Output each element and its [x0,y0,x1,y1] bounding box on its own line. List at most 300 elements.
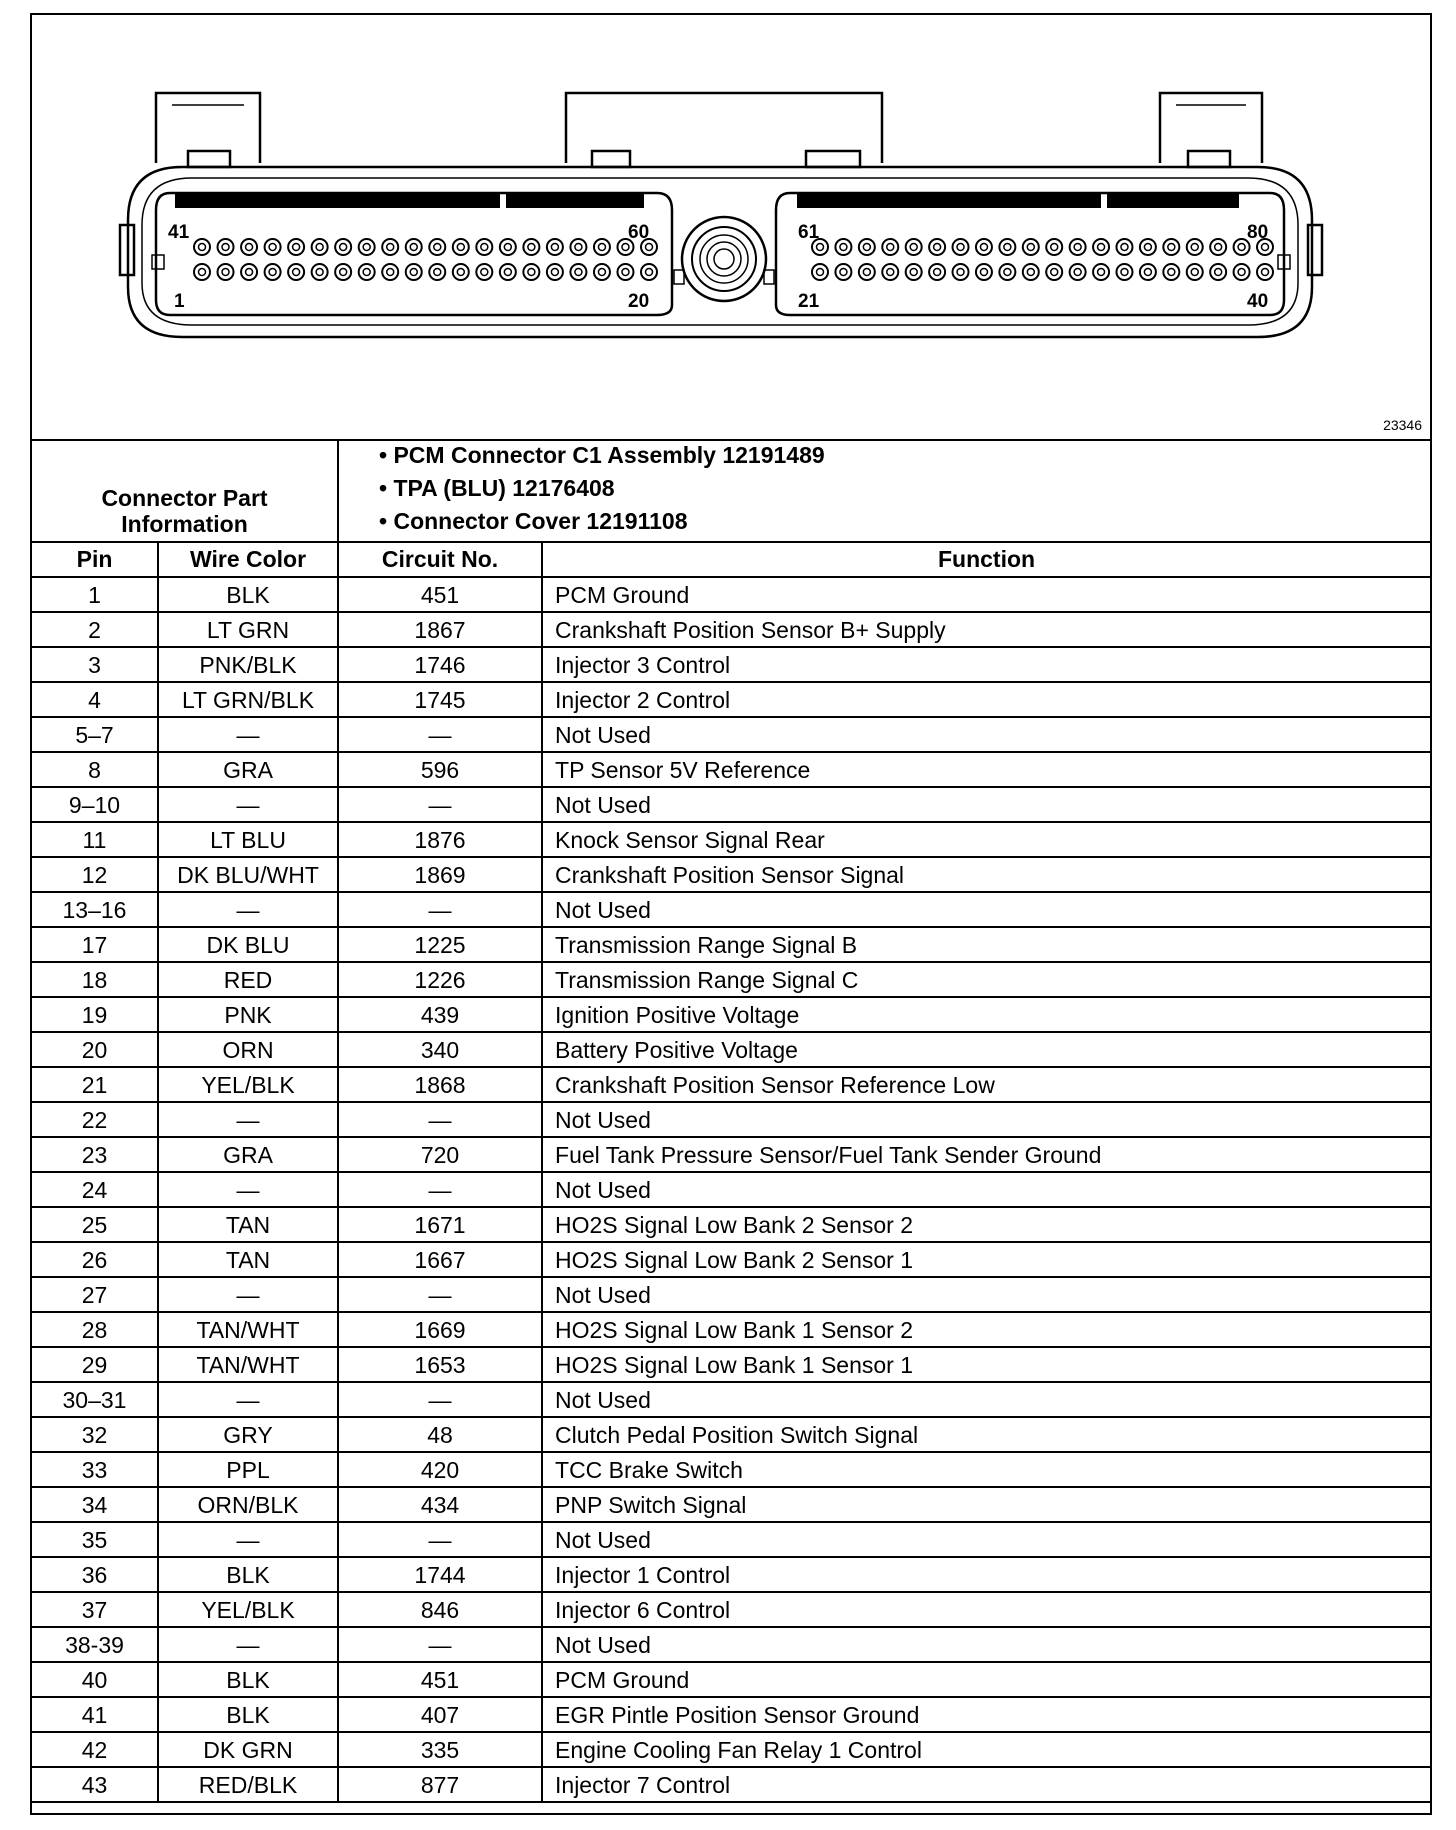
function-cell: PNP Switch Signal [542,1487,1430,1522]
pin-hole [359,264,375,280]
pin-hole-inner [817,244,824,251]
pin-hole-inner [410,244,417,251]
table-row [32,1417,1430,1452]
column-header-function: Function [542,542,1430,577]
pin-hole [1046,264,1062,280]
pin-hole [312,264,328,280]
wire-color-cell: — [158,1627,338,1662]
pin-hole-inner [363,269,370,276]
pin-hole [265,264,281,280]
table-row [32,1137,1430,1172]
circuit-cell: — [338,892,542,927]
connector-face-drawing [32,15,1430,439]
pin-hole [1023,239,1039,255]
circuit-cell: 596 [338,752,542,787]
pin-hole-inner [1098,244,1105,251]
function-cell: Crankshaft Position Sensor B+ Supply [542,612,1430,647]
pin-cell: 36 [32,1557,158,1592]
circuit-cell: — [338,1382,542,1417]
pin-hole [476,239,492,255]
wire-color-cell: RED/BLK [158,1767,338,1802]
pin-hole-inner [863,244,870,251]
function-cell: Not Used [542,892,1430,927]
table-row [32,682,1430,717]
pin-hole-inner [222,269,229,276]
function-cell: EGR Pintle Position Sensor Ground [542,1697,1430,1732]
pin-cell: 27 [32,1277,158,1312]
function-cell: Fuel Tank Pressure Sensor/Fuel Tank Sender Ground [542,1137,1430,1172]
wire-color-cell: GRY [158,1417,338,1452]
pin-hole [241,239,257,255]
table-row [32,787,1430,822]
pin-hole-inner [957,269,964,276]
wire-color-cell: ORN/BLK [158,1487,338,1522]
document-sheet [30,13,1432,1815]
circuit-cell: 1667 [338,1242,542,1277]
pin-hole-inner [1215,244,1222,251]
part-item: • PCM Connector C1 Assembly 12191489 [379,442,825,468]
pin-hole-inner [1074,269,1081,276]
table-row [32,927,1430,962]
pin-hole-inner [363,244,370,251]
pin-hole-inner [528,269,535,276]
pin-hole-inner [575,269,582,276]
table-row [32,647,1430,682]
circuit-cell: 439 [338,997,542,1032]
pin-hole-inner [410,269,417,276]
function-cell: HO2S Signal Low Bank 1 Sensor 1 [542,1347,1430,1382]
pin-hole [594,264,610,280]
pin-hole-inner [1121,244,1128,251]
circuit-cell: 48 [338,1417,542,1452]
pin-cell: 23 [32,1137,158,1172]
pin-cell: 4 [32,682,158,717]
table-row [32,1032,1430,1067]
function-cell: Not Used [542,1172,1430,1207]
wire-color-cell: — [158,1102,338,1137]
pin-hole-inner [1238,269,1245,276]
function-cell: Ignition Positive Voltage [542,997,1430,1032]
table-row [32,962,1430,997]
pin-cell: 33 [32,1452,158,1487]
pin-hole-inner [504,244,511,251]
pin-hole [265,239,281,255]
circuit-cell: — [338,1627,542,1662]
table-row [32,577,1430,612]
pin-hole-inner [575,244,582,251]
pin-label-61: 61 [798,222,820,243]
connector-diagram [32,15,1430,441]
pin-cell: 40 [32,1662,158,1697]
table-row [32,1732,1430,1767]
function-cell: Injector 6 Control [542,1592,1430,1627]
pin-hole-inner [1144,244,1151,251]
table-row [32,1522,1430,1557]
function-cell: Not Used [542,1382,1430,1417]
pin-cell: 42 [32,1732,158,1767]
wire-color-cell: — [158,892,338,927]
pin-hole-inner [622,244,629,251]
pin-cell: 29 [32,1347,158,1382]
circuit-cell: — [338,1522,542,1557]
pin-hole-inner [269,244,276,251]
wire-color-cell: TAN [158,1207,338,1242]
pin-cell: 25 [32,1207,158,1242]
circuit-cell: 420 [338,1452,542,1487]
table-row [32,857,1430,892]
pin-hole-inner [1051,244,1058,251]
pin-hole [999,239,1015,255]
pin-hole-inner [934,269,941,276]
pin-hole-inner [1004,244,1011,251]
connector-info-title-line2: Information [121,511,248,537]
function-cell: Not Used [542,717,1430,752]
pin-hole [1116,264,1132,280]
circuit-cell: 1671 [338,1207,542,1242]
table-row [32,1067,1430,1102]
pin-hole-inner [1121,269,1128,276]
circuit-cell: — [338,1277,542,1312]
pin-hole [999,264,1015,280]
circuit-cell: 1225 [338,927,542,962]
column-header-pin: Pin [32,542,158,577]
table-row [32,1767,1430,1802]
pin-hole-inner [551,269,558,276]
pin-hole [382,264,398,280]
function-cell: HO2S Signal Low Bank 1 Sensor 2 [542,1312,1430,1347]
function-cell: Injector 1 Control [542,1557,1430,1592]
pin-cell: 24 [32,1172,158,1207]
pin-cell: 11 [32,822,158,857]
pin-hole-inner [863,269,870,276]
circuit-cell: 1744 [338,1557,542,1592]
pin-hole [288,264,304,280]
pin-hole-inner [269,269,276,276]
column-header-wire-color: Wire Color [158,542,338,577]
wire-color-cell: PPL [158,1452,338,1487]
function-cell: Transmission Range Signal B [542,927,1430,962]
wire-color-cell: — [158,787,338,822]
pin-hole-inner [957,244,964,251]
pin-hole-inner [1027,244,1034,251]
pin-hole [335,239,351,255]
pin-hole-inner [387,244,394,251]
pin-hole [335,264,351,280]
pin-hole-inner [199,244,206,251]
table-row [32,1627,1430,1662]
pin-cell: 1 [32,577,158,612]
pin-cell: 13–16 [32,892,158,927]
circuit-cell: 1669 [338,1312,542,1347]
pin-hole-inner [1074,244,1081,251]
circuit-cell: 451 [338,577,542,612]
pin-hole [241,264,257,280]
pin-hole [953,264,969,280]
pin-hole [1140,264,1156,280]
table-row [32,1662,1430,1697]
pin-hole-inner [1168,269,1175,276]
pin-hole [570,239,586,255]
table-row [32,1382,1430,1417]
wire-color-cell: PNK [158,997,338,1032]
pin-hole [500,264,516,280]
wire-color-cell: — [158,1382,338,1417]
circuit-cell: — [338,1102,542,1137]
circuit-cell: 335 [338,1732,542,1767]
wire-color-cell: GRA [158,752,338,787]
circuit-cell: 720 [338,1137,542,1172]
pin-label-21: 21 [798,291,820,312]
pin-hole [194,264,210,280]
circuit-cell: 340 [338,1032,542,1067]
pin-hole-inner [840,244,847,251]
pin-label-41: 41 [168,222,190,243]
table-row [32,1312,1430,1347]
pin-hole [1070,264,1086,280]
pin-hole [906,264,922,280]
function-cell: Not Used [542,1627,1430,1662]
table-row [32,1207,1430,1242]
pin-hole [476,264,492,280]
pin-hole-inner [1191,244,1198,251]
pin-hole [382,239,398,255]
pin-cell: 20 [32,1032,158,1067]
part-item: • TPA (BLU) 12176408 [379,475,615,501]
circuit-cell: 1869 [338,857,542,892]
wire-color-cell: BLK [158,1662,338,1697]
pin-cell: 19 [32,997,158,1032]
pin-hole-inner [528,244,535,251]
pin-cell: 34 [32,1487,158,1522]
table-row [32,1697,1430,1732]
pin-hole [359,239,375,255]
figure-number: 23346 [1383,417,1422,433]
wire-color-cell: — [158,1522,338,1557]
wire-color-cell: GRA [158,1137,338,1172]
pin-hole [835,239,851,255]
pin-label-40: 40 [1247,291,1269,312]
pin-hole [1210,264,1226,280]
pin-hole-inner [1004,269,1011,276]
pin-hole-inner [1191,269,1198,276]
wire-color-cell: LT GRN/BLK [158,682,338,717]
connector-info-title-line1: Connector Part [101,485,268,511]
table-row [32,1172,1430,1207]
pin-hole-inner [887,244,894,251]
function-cell: Injector 2 Control [542,682,1430,717]
table-row [32,1347,1430,1382]
wire-color-cell: YEL/BLK [158,1067,338,1102]
wire-color-cell: BLK [158,1557,338,1592]
pin-hole-inner [980,269,987,276]
pin-hole [500,239,516,255]
pin-hole-inner [980,244,987,251]
circuit-cell: — [338,1172,542,1207]
pin-hole [812,264,828,280]
pin-cell: 2 [32,612,158,647]
pin-hole-inner [910,244,917,251]
pin-hole [1187,264,1203,280]
connector-part-list [338,439,1430,542]
pin-hole-inner [887,269,894,276]
function-cell: TCC Brake Switch [542,1452,1430,1487]
pin-hole [1046,239,1062,255]
pin-cell: 18 [32,962,158,997]
connector-info-row [32,439,1430,542]
pin-hole [976,239,992,255]
pin-cell: 32 [32,1417,158,1452]
pin-hole-inner [316,244,323,251]
pin-hole [453,264,469,280]
pin-cell: 5–7 [32,717,158,752]
pin-hole [288,239,304,255]
pin-hole-inner [598,244,605,251]
wire-color-cell: TAN/WHT [158,1312,338,1347]
pin-hole [429,264,445,280]
pin-hole [859,239,875,255]
pin-hole [429,239,445,255]
pin-cell: 43 [32,1767,158,1802]
pin-hole-inner [293,269,300,276]
pin-cell: 41 [32,1697,158,1732]
pin-hole [1234,264,1250,280]
pin-hole-inner [1051,269,1058,276]
pin-hole [312,239,328,255]
pin-label-1: 1 [174,291,185,312]
column-header-circuit: Circuit No. [338,542,542,577]
circuit-cell: 1876 [338,822,542,857]
pin-hole-inner [622,269,629,276]
table-row [32,1557,1430,1592]
connector-info-title [32,439,338,542]
pin-hole-inner [504,269,511,276]
pin-hole [406,264,422,280]
function-cell: Injector 7 Control [542,1767,1430,1802]
pin-cell: 30–31 [32,1382,158,1417]
pin-hole [523,239,539,255]
pin-cell: 28 [32,1312,158,1347]
pin-hole [1070,239,1086,255]
pin-hole-inner [340,269,347,276]
function-cell: Crankshaft Position Sensor Signal [542,857,1430,892]
pin-hole [882,264,898,280]
pin-hole-inner [457,244,464,251]
function-cell: HO2S Signal Low Bank 2 Sensor 2 [542,1207,1430,1242]
pin-hole-inner [1168,244,1175,251]
table-row [32,1242,1430,1277]
wire-color-cell: LT GRN [158,612,338,647]
pin-hole [882,239,898,255]
pin-hole [547,264,563,280]
pin-hole-inner [340,244,347,251]
table-row [32,752,1430,787]
wire-color-cell: ORN [158,1032,338,1067]
pin-cell: 26 [32,1242,158,1277]
part-item: • Connector Cover 12191108 [379,508,688,534]
table-row [32,997,1430,1032]
pin-cell: 37 [32,1592,158,1627]
pin-hole-inner [434,269,441,276]
pin-hole [953,239,969,255]
wire-color-cell: TAN/WHT [158,1347,338,1382]
wire-color-cell: — [158,1277,338,1312]
wire-color-cell: LT BLU [158,822,338,857]
function-cell: Battery Positive Voltage [542,1032,1430,1067]
pin-hole-inner [1027,269,1034,276]
circuit-cell: 877 [338,1767,542,1802]
pin-hole-inner [387,269,394,276]
pin-hole [617,264,633,280]
wire-color-cell: TAN [158,1242,338,1277]
pin-label-60: 60 [628,222,650,243]
pin-hole-inner [457,269,464,276]
wire-color-cell: BLK [158,577,338,612]
circuit-cell: 1226 [338,962,542,997]
function-cell: Crankshaft Position Sensor Reference Low [542,1067,1430,1102]
function-cell: Transmission Range Signal C [542,962,1430,997]
pin-hole [929,239,945,255]
table-row [32,612,1430,647]
pin-cell: 35 [32,1522,158,1557]
circuit-cell: — [338,787,542,822]
pin-hole-inner [1262,269,1269,276]
pin-hole [218,239,234,255]
pin-hole [1163,239,1179,255]
pin-hole [641,264,657,280]
circuit-cell: 846 [338,1592,542,1627]
pin-hole [1140,239,1156,255]
pin-hole [1093,264,1109,280]
wire-color-cell: — [158,717,338,752]
function-cell: Engine Cooling Fan Relay 1 Control [542,1732,1430,1767]
table-row [32,1487,1430,1522]
function-cell: PCM Ground [542,1662,1430,1697]
pin-hole [859,264,875,280]
pin-hole [1210,239,1226,255]
function-cell: Not Used [542,1102,1430,1137]
circuit-cell: — [338,717,542,752]
pin-cell: 12 [32,857,158,892]
function-cell: HO2S Signal Low Bank 2 Sensor 1 [542,1242,1430,1277]
pin-hole-inner [817,269,824,276]
pin-label-20: 20 [628,291,650,312]
wire-color-cell: DK GRN [158,1732,338,1767]
pin-hole-inner [246,269,253,276]
pin-cell: 17 [32,927,158,962]
pin-cell: 9–10 [32,787,158,822]
pin-hole [570,264,586,280]
pin-hole-inner [481,244,488,251]
circuit-cell: 1867 [338,612,542,647]
pin-cell: 3 [32,647,158,682]
pin-hole-inner [551,244,558,251]
pin-hole-inner [199,269,206,276]
pin-hole [1023,264,1039,280]
table-header-row [32,542,1430,577]
pin-hole-inner [293,244,300,251]
wire-color-cell: YEL/BLK [158,1592,338,1627]
pin-hole-inner [1098,269,1105,276]
pin-hole-inner [598,269,605,276]
table-row [32,1102,1430,1137]
pin-hole [194,239,210,255]
pin-cell: 21 [32,1067,158,1102]
table-row [32,1452,1430,1487]
function-cell: Injector 3 Control [542,647,1430,682]
circuit-cell: 1653 [338,1347,542,1382]
pin-hole [976,264,992,280]
pin-cell: 38-39 [32,1627,158,1662]
